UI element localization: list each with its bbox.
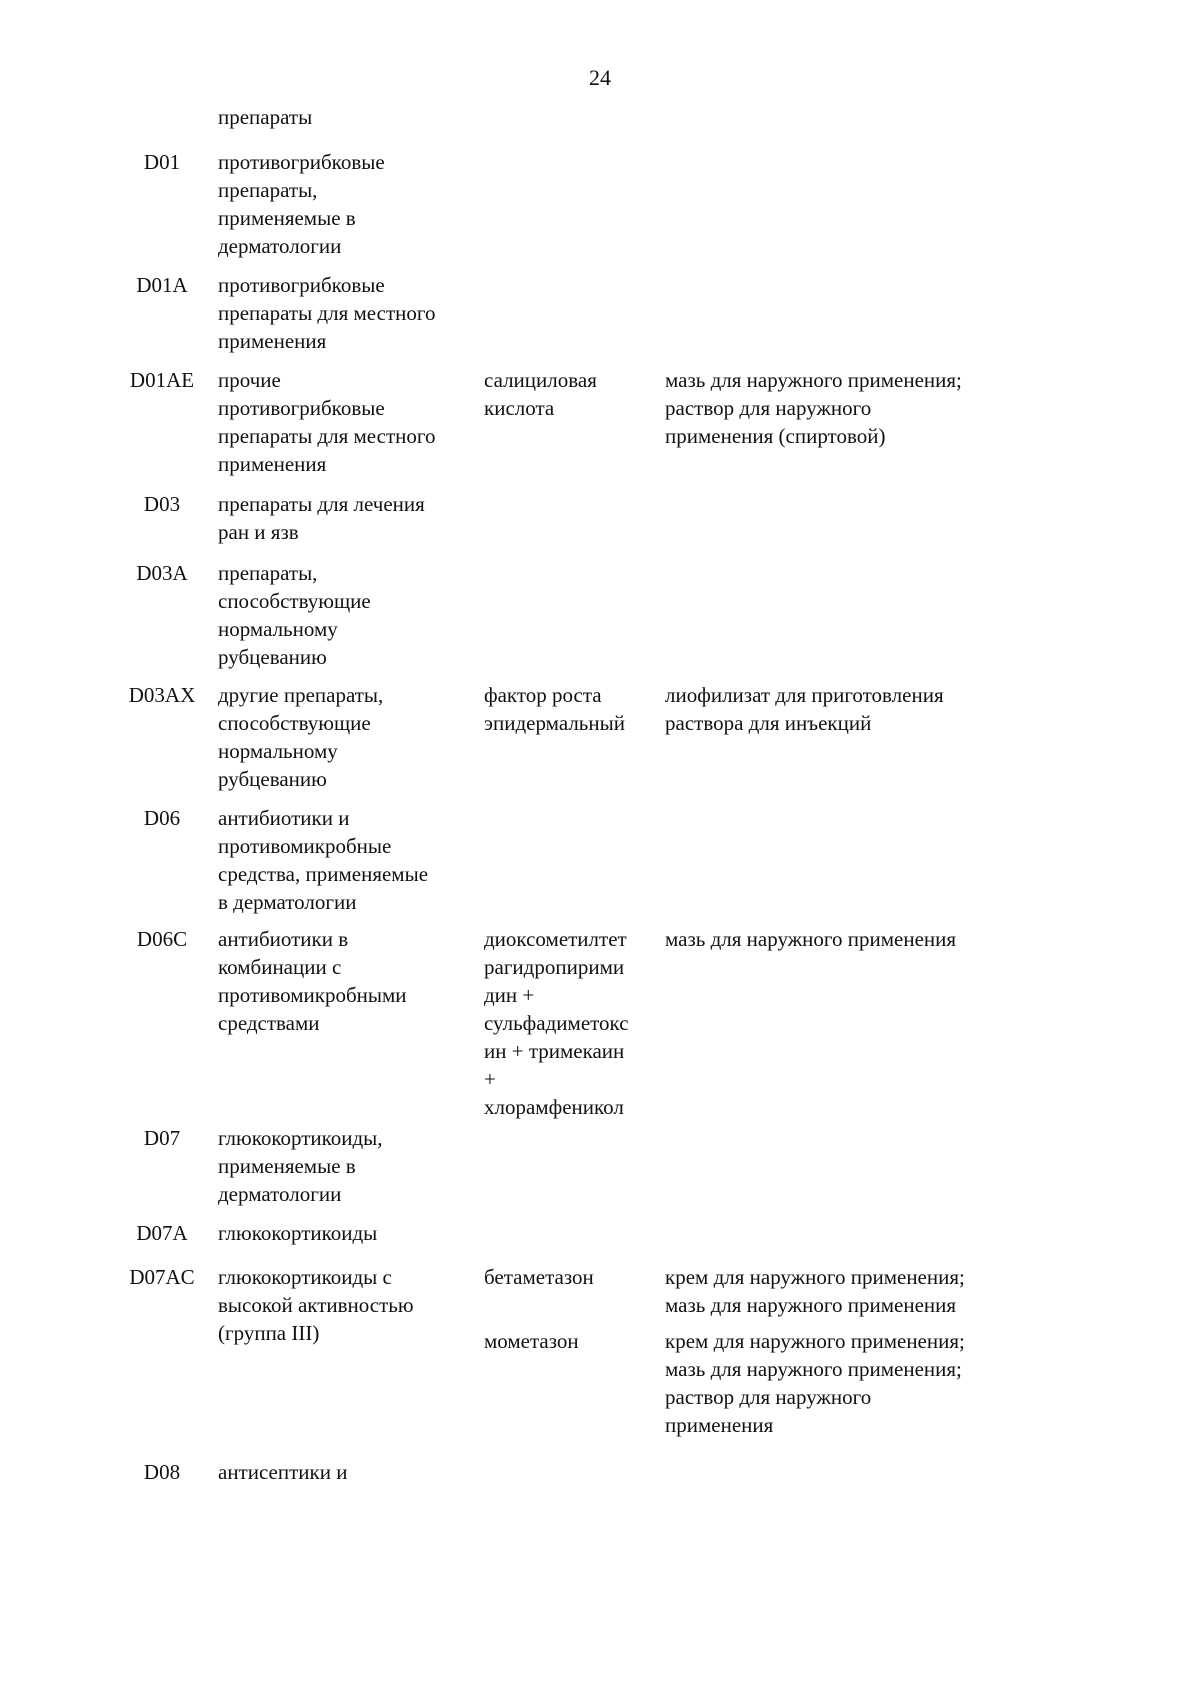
substance-name xyxy=(484,366,669,422)
group-name-line: рубцеванию xyxy=(218,767,327,791)
group-name xyxy=(218,681,478,793)
dosage-forms xyxy=(665,1327,1085,1439)
page-number: 24 xyxy=(589,65,611,90)
group-name-line: антибиотики в xyxy=(218,927,349,951)
group-name xyxy=(218,559,478,671)
atc-code: D08 xyxy=(143,1460,181,1484)
atc-code: D07 xyxy=(143,1126,181,1150)
group-name xyxy=(218,804,478,916)
group-name-line: препараты для лечения xyxy=(218,492,425,516)
substance-line: дин + xyxy=(484,983,535,1007)
group-name-line: антибиотики и xyxy=(218,806,350,830)
substance-line: хлорамфеникол xyxy=(484,1095,624,1119)
dosage-forms xyxy=(665,366,1085,450)
dosage-form-line: мазь для наружного применения; xyxy=(665,1357,962,1381)
dosage-form-line: раствор для наружного xyxy=(665,1385,872,1409)
group-name-line: глюкокортикоиды, xyxy=(218,1126,383,1150)
group-name xyxy=(218,490,478,546)
group-name xyxy=(218,1263,478,1347)
substance-name xyxy=(484,925,669,1121)
substance-line: + xyxy=(484,1067,496,1091)
group-name-line: (группа III) xyxy=(218,1321,320,1345)
group-name-line: нормальному xyxy=(218,739,338,763)
substance-line: ин + тримекаин xyxy=(484,1039,625,1063)
group-name-line: высокой активностью xyxy=(218,1293,414,1317)
group-name-line: нормальному xyxy=(218,617,338,641)
group-name-line: рубцеванию xyxy=(218,645,327,669)
group-name-line: средствами xyxy=(218,1011,320,1035)
substance-line: мометазон xyxy=(484,1329,579,1353)
group-name-line: в дерматологии xyxy=(218,890,357,914)
group-name-line: препараты для местного xyxy=(218,424,436,448)
group-name-line: применяемые в xyxy=(218,206,356,230)
group-name-line: комбинации с xyxy=(218,955,342,979)
atc-code: D07A xyxy=(136,1221,188,1245)
atc-code: D07AC xyxy=(129,1265,195,1289)
group-name-line: способствующие xyxy=(218,711,371,735)
group-name-line: другие препараты, xyxy=(218,683,384,707)
group-name-line: противомикробные xyxy=(218,834,392,858)
substance-line: фактор роста xyxy=(484,683,602,707)
group-name-line: противогрибковые xyxy=(218,150,385,174)
dosage-form-line: раствор для наружного xyxy=(665,396,872,420)
substance-name xyxy=(484,1263,669,1291)
group-name xyxy=(218,1124,478,1208)
dosage-form-line: мазь для наружного применения xyxy=(665,927,957,951)
group-name-line: глюкокортикоиды xyxy=(218,1221,378,1245)
group-name-line: дерматологии xyxy=(218,234,342,258)
dosage-form-line: мазь для наружного применения xyxy=(665,1293,957,1317)
atc-code: D01 xyxy=(143,150,181,174)
dosage-forms xyxy=(665,1263,1085,1319)
group-name-line: противогрибковые xyxy=(218,273,385,297)
substance-line: сульфадиметокс xyxy=(484,1011,629,1035)
atc-code: D03 xyxy=(143,492,181,516)
dosage-form-line: мазь для наружного применения; xyxy=(665,368,962,392)
group-name-line: дерматологии xyxy=(218,1182,342,1206)
substance-line: салициловая xyxy=(484,368,597,392)
substance-line: рагидропирими xyxy=(484,955,625,979)
atc-code: D06 xyxy=(143,806,181,830)
group-name xyxy=(218,925,478,1037)
substance-line: эпидермальный xyxy=(484,711,625,735)
substance-line: кислота xyxy=(484,396,555,420)
substance-name xyxy=(484,1327,669,1355)
group-name-line: противомикробными xyxy=(218,983,407,1007)
group-name-line: глюкокортикоиды с xyxy=(218,1265,392,1289)
group-name-line: применения xyxy=(218,452,327,476)
group-name-line: прочие xyxy=(218,368,281,392)
atc-code: D03AX xyxy=(128,683,196,707)
group-name-line: противогрибковые xyxy=(218,396,385,420)
group-name-line: препараты, xyxy=(218,178,318,202)
group-name-line: препараты для местного xyxy=(218,301,436,325)
group-name xyxy=(218,1458,478,1486)
dosage-forms xyxy=(665,681,1085,737)
group-name xyxy=(218,271,478,355)
substance-line: бетаметазон xyxy=(484,1265,594,1289)
dosage-form-line: применения (спиртовой) xyxy=(665,424,886,448)
atc-code: D01A xyxy=(136,273,188,297)
dosage-form-line: применения xyxy=(665,1413,774,1437)
group-name xyxy=(218,1219,478,1247)
group-name-line: препараты xyxy=(218,105,313,129)
group-name xyxy=(218,366,478,478)
group-name-line: ран и язв xyxy=(218,520,299,544)
atc-code: D01AE xyxy=(129,368,195,392)
dosage-forms xyxy=(665,925,1085,953)
group-name-line: применяемые в xyxy=(218,1154,356,1178)
dosage-form-line: крем для наружного применения; xyxy=(665,1265,965,1289)
group-name-line: средства, применяемые xyxy=(218,862,429,886)
group-name-line: способствующие xyxy=(218,589,371,613)
group-name xyxy=(218,103,478,131)
dosage-form-line: крем для наружного применения; xyxy=(665,1329,965,1353)
substance-name xyxy=(484,681,669,737)
dosage-form-line: лиофилизат для приготовления xyxy=(665,683,944,707)
atc-code: D03A xyxy=(136,561,188,585)
group-name-line: антисептики и xyxy=(218,1460,348,1484)
group-name xyxy=(218,148,478,260)
group-name-line: препараты, xyxy=(218,561,318,585)
dosage-form-line: раствора для инъекций xyxy=(665,711,872,735)
substance-line: диоксометилтет xyxy=(484,927,627,951)
atc-code: D06C xyxy=(136,927,188,951)
group-name-line: применения xyxy=(218,329,327,353)
